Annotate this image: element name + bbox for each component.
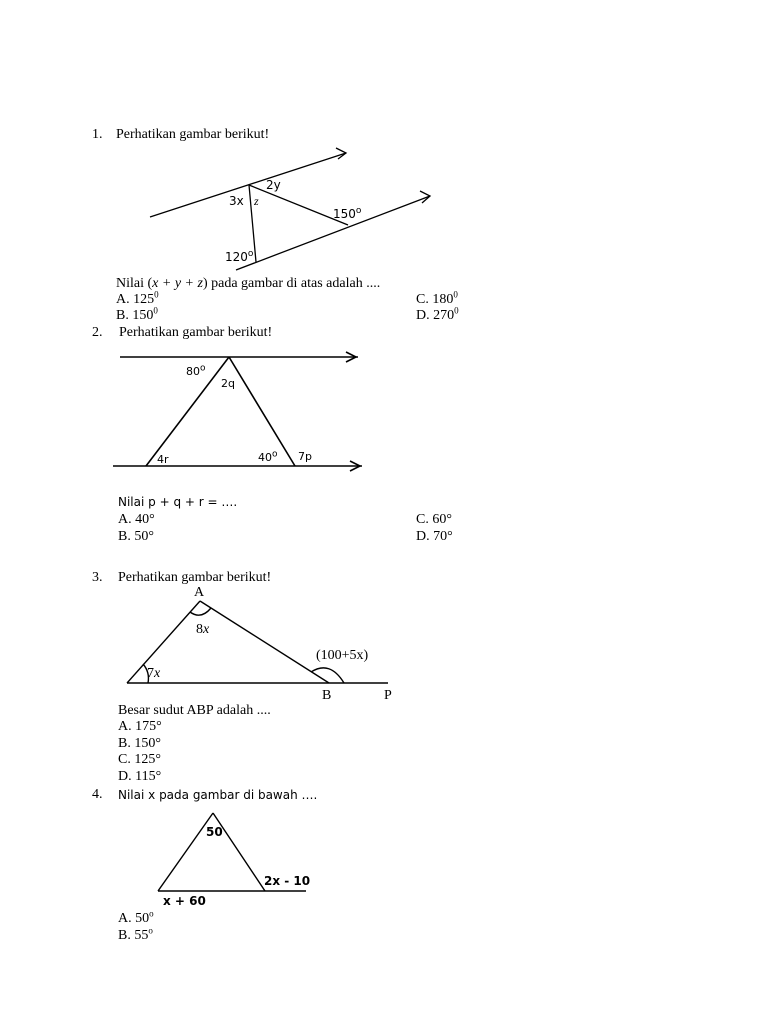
q4-label-2x-10: 2x - 10 — [264, 874, 311, 888]
q2-label-4r: 4r — [157, 453, 169, 466]
q4-number: 4. — [92, 787, 103, 802]
q2-option-c: C. 60° — [416, 512, 452, 527]
q3-label-exterior: (100+5x) — [316, 648, 369, 663]
q1-option-a: A. $125^0$ — [116, 289, 159, 307]
q1-option-b: B. $150^0$ — [116, 305, 158, 323]
q1-number: 1. — [92, 127, 103, 142]
q2-label-40: 40$^o$ — [258, 449, 278, 464]
q3-option-b: B. 150° — [118, 736, 161, 751]
q4-label-x-60: x + 60 — [163, 894, 206, 908]
q4-label-50: 50 — [206, 825, 223, 839]
q1-label-z: z — [254, 194, 259, 208]
q1-label-3x: 3x — [229, 194, 244, 208]
q3-label-7x: 7x — [147, 666, 161, 681]
q3-option-a: A. 175° — [118, 719, 162, 734]
q2-label-2q: 2q — [221, 377, 235, 390]
q3-label-p: P — [384, 688, 392, 703]
q3-label-a: A — [194, 585, 205, 600]
q1-question: Nilai (x + y + z) pada gambar di atas adalah .... — [116, 276, 381, 291]
q2-prompt: Perhatikan gambar berikut! — [119, 325, 273, 340]
q3-prompt: Perhatikan gambar berikut! — [118, 570, 272, 585]
q1-option-c: C. $180^0$ — [416, 289, 458, 307]
q2-question: Nilai p + q + r = …. — [118, 495, 238, 509]
q1-label-2y: 2y — [266, 178, 281, 192]
q4-option-a: A. 50$^o$ — [118, 908, 154, 926]
q2-label-7p: 7p — [298, 450, 312, 463]
q1-prompt: Perhatikan gambar berikut! — [116, 127, 270, 142]
q3-option-c: C. 125° — [118, 752, 161, 767]
q2-option-d: D. 70° — [416, 529, 453, 544]
q4-prompt: Nilai x pada gambar di bawah …. — [118, 788, 318, 802]
q1-option-d: D. $270^0$ — [416, 305, 459, 323]
q2-option-b: B. 50° — [118, 529, 154, 544]
q3-option-d: D. 115° — [118, 769, 162, 784]
q3-label-b: B — [322, 688, 332, 703]
q3-question: Besar sudut ABP adalah .... — [118, 703, 271, 718]
q1-label-120: 120$^o$ — [225, 249, 254, 264]
q2-label-80: 80$^o$ — [186, 363, 206, 378]
q2-number: 2. — [92, 325, 103, 340]
q2-option-a: A. 40° — [118, 512, 155, 527]
q3-number: 3. — [92, 570, 103, 585]
q4-left-side — [158, 813, 213, 891]
q4-option-b: B. 55$^o$ — [118, 925, 153, 943]
q1-label-150: 150$^o$ — [333, 206, 362, 221]
q3-label-8x: 8x — [196, 622, 210, 637]
